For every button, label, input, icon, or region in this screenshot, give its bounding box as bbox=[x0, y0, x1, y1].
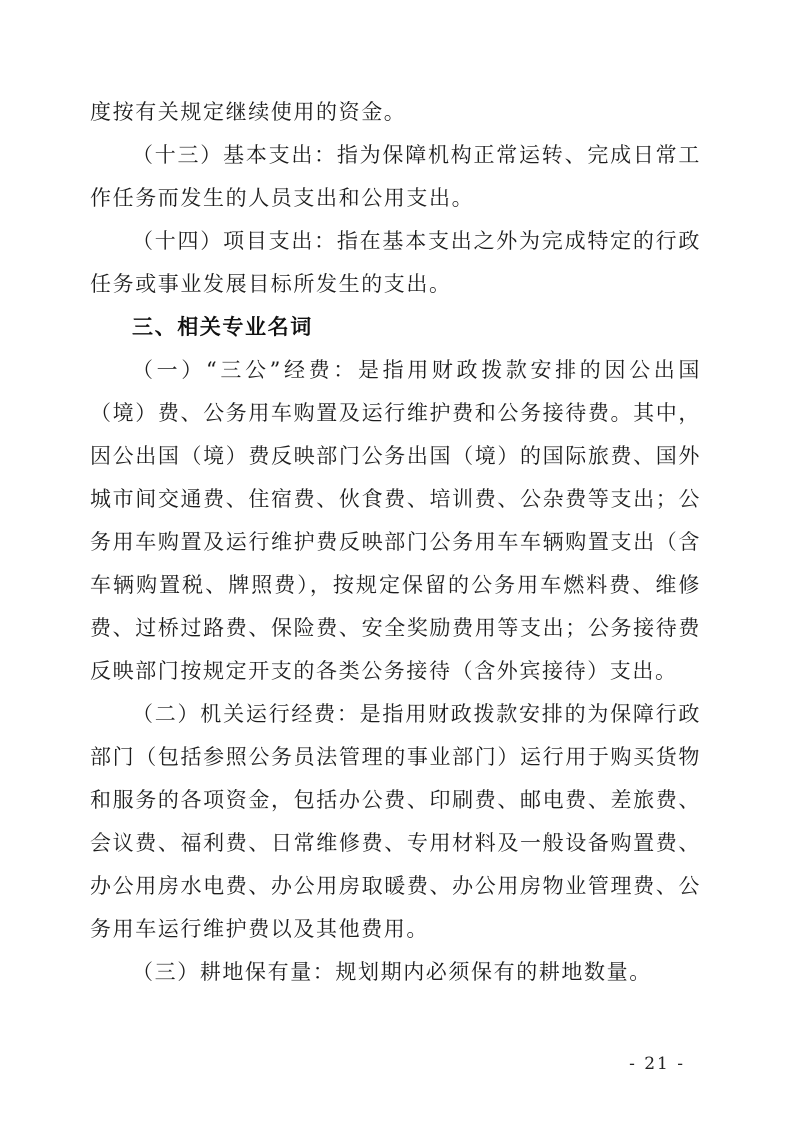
paragraph-item-14: （十四）项目支出：指在基本支出之外为完成特定的行政任务或事业发展目标所发生的支出。 bbox=[90, 229, 701, 296]
page-number: - 21 - bbox=[629, 1054, 685, 1074]
section-heading: 三、相关专业名词 bbox=[132, 315, 313, 339]
document-body bbox=[90, 91, 701, 994]
paragraph-term-2: （二）机关运行经费：是指用财政拨款安排的为保障行政部门（包括参照公务员法管理的事业部门）运行用于购买货物和服务的各项资金，包括办公费、印刷费、邮电费、差旅费、会议费、福利费、日常维修费、专用材料及一般设备购置费、办公用房水电费、办公用房取暖费、办公用房物业管理费、公务用车运行维护费以及其他费用。 bbox=[90, 702, 701, 941]
paragraph-term-3: （三）耕地保有量：规划期内必须保有的耕地数量。 bbox=[132, 960, 652, 984]
paragraph-continuation: 度按有关规定继续使用的资金。 bbox=[90, 100, 407, 124]
paragraph-item-13: （十三）基本支出：指为保障机构正常运转、完成日常工作任务而发生的人员支出和公用支出。 bbox=[90, 143, 701, 210]
paragraph-term-1: （一）“三公”经费：是指用财政拨款安排的因公出国（境）费、公务用车购置及运行维护费和公务接待费。其中，因公出国（境）费反映部门公务出国（境）的国际旅费、国外城市间交通费、住宿费、伙食费、培训费、公杂费等支出；公务用车购置及运行维护费反映部门公务用车车辆购置支出（含车辆购置税、牌照费），按规定保留的公务用车燃料费、维修费、过桥过路费、保险费、安全奖励费用等支出；公务接待费反映部门按规定开支的各类公务接待（含外宾接待）支出。 bbox=[90, 358, 701, 683]
